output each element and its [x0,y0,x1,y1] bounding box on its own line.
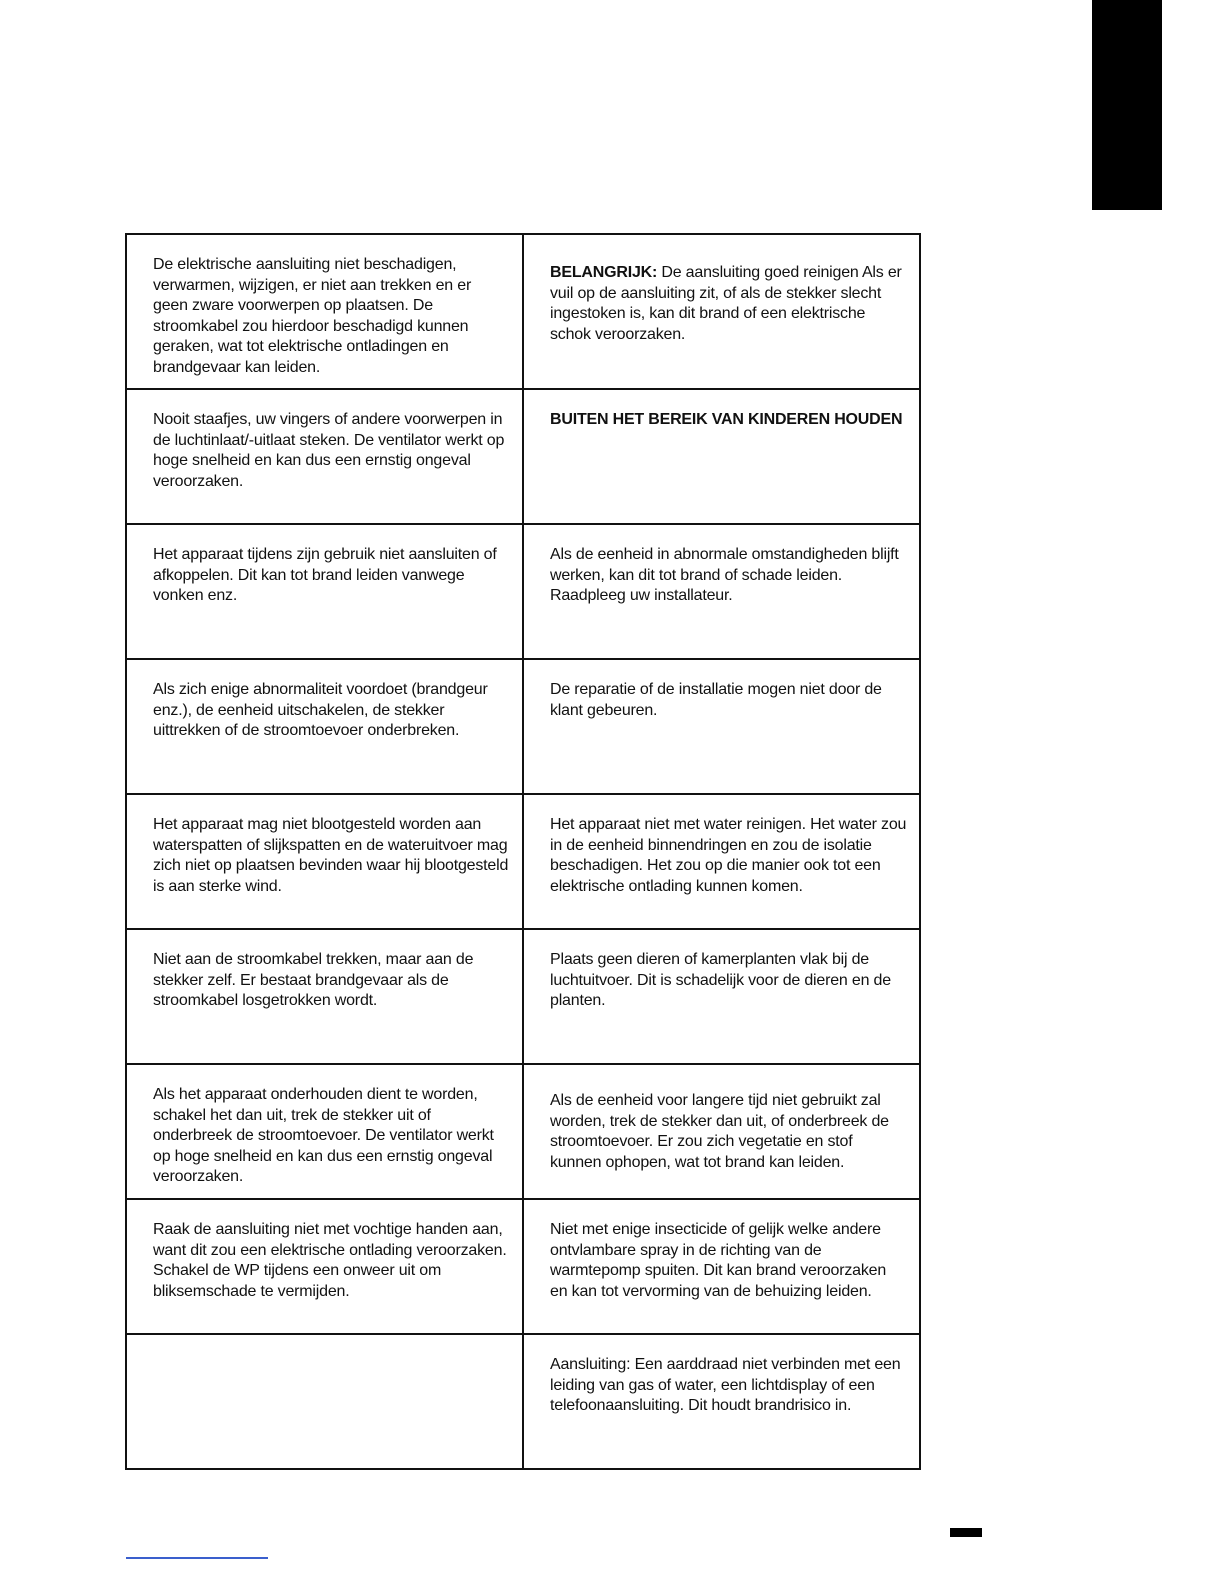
table-row [126,1334,920,1469]
warning-cell [126,389,523,524]
warning-cell [523,1334,920,1469]
warning-text: Als de eenheid voor langere tijd niet gebruikt zal worden, trek de stekker dan uit, of onderbreek de stroomtoevoer. Er zou zich vegetatie en stof kunnen ophopen, wat tot brand kan leiden. [550,1092,889,1171]
warning-cell [523,659,920,794]
warning-cell [126,1199,523,1334]
warning-cell [126,659,523,794]
warning-cell [523,389,920,524]
warning-text: Nooit staafjes, uw vingers of andere voorwerpen in de luchtinlaat/-uitlaat steken. De ventilator werkt op hoge snelheid en kan dus een ernstig ongeval veroorzaken. [153,411,505,490]
footer-rule [126,1557,268,1559]
warning-cell [523,1199,920,1334]
warning-cell [126,1064,523,1199]
warning-text: Niet aan de stroomkabel trekken, maar aan de stekker zelf. Er bestaat brandgevaar als de stroomkabel losgetrokken wordt. [153,951,474,1009]
warning-text: Het apparaat mag niet blootgesteld worden aan waterspatten of slijkspatten en de wateruitvoer mag zich niet op plaatsen bevinden waar hij blootgesteld is aan sterke wind. [153,816,509,895]
table-row [126,794,920,929]
warning-cell [523,234,920,389]
warning-cell-empty [126,1334,523,1469]
table-row [126,389,920,524]
warning-cell [126,524,523,659]
warning-text: De aansluiting goed reinigen Als er vuil op de aansluiting zit, of als de stekker slecht ingestoken is, kan dit brand of een elektrische schok veroorzaken. [550,264,902,343]
warning-label-important: BELANGRIJK: [550,264,658,281]
safety-warnings-table [125,233,921,1470]
warning-text: Plaats geen dieren of kamerplanten vlak bij de luchtuitvoer. Dit is schadelijk voor de dieren en de planten. [550,951,891,1009]
warning-text: Het apparaat tijdens zijn gebruik niet aansluiten of afkoppelen. Dit kan tot brand leiden vanwege vonken enz. [153,546,497,604]
warning-cell [126,234,523,389]
table-row [126,1199,920,1334]
warning-text: Als zich enige abnormaliteit voordoet (brandgeur enz.), de eenheid uitschakelen, de stekker uittrekken of de stroomtoevoer onderbreken. [153,681,488,739]
warning-heading-children: BUITEN HET BEREIK VAN KINDEREN HOUDEN [550,411,903,428]
warning-cell [126,929,523,1064]
section-tab-marker [1092,0,1162,210]
table-row [126,234,920,389]
warning-text: Aansluiting: Een aarddraad niet verbinden met een leiding van gas of water, een lichtdisplay of een telefoonaansluiting. Dit houdt brandrisico in. [550,1356,901,1414]
table-row [126,524,920,659]
warning-text: Raak de aansluiting niet met vochtige handen aan, want dit zou een elektrische ontlading veroorzaken. Schakel de WP tijdens een onweer uit om bliksemschade te vermijden. [153,1221,507,1300]
warning-cell [523,1064,920,1199]
warning-text: Als de eenheid in abnormale omstandigheden blijft werken, kan dit tot brand of schade leiden. Raadpleeg uw installateur. [550,546,899,604]
table-row [126,659,920,794]
warning-text: Niet met enige insecticide of gelijk welke andere ontvlambare spray in de richting van de warmtepomp spuiten. Dit kan brand veroorzaken en kan tot vervorming van de behuizing leiden. [550,1221,887,1300]
warning-text: Het apparaat niet met water reinigen. Het water zou in de eenheid binnendringen en zou de isolatie beschadigen. Het zou op die manier ook tot een elektrische ontlading kunnen komen. [550,816,907,895]
warning-cell [523,929,920,1064]
warning-cell [126,794,523,929]
warning-cell [523,524,920,659]
warning-text: De reparatie of de installatie mogen niet door de klant gebeuren. [550,681,882,719]
warning-text: De elektrische aansluiting niet beschadigen, verwarmen, wijzigen, er niet aan trekken en er geen zware voorwerpen op plaatsen. De stroomkabel zou hierdoor beschadigd kunnen geraken, wat tot elektrische ontladingen en brandgevaar kan leiden. [153,256,472,376]
table-row [126,929,920,1064]
table-row [126,1064,920,1199]
page-number-marker [950,1528,982,1537]
warning-text: Als het apparaat onderhouden dient te worden, schakel het dan uit, trek de stekker uit of onderbreek de stroomtoevoer. De ventilator werkt op hoge snelheid en kan dus een ernstig ongeval veroorzaken. [153,1086,494,1185]
warning-cell [523,794,920,929]
